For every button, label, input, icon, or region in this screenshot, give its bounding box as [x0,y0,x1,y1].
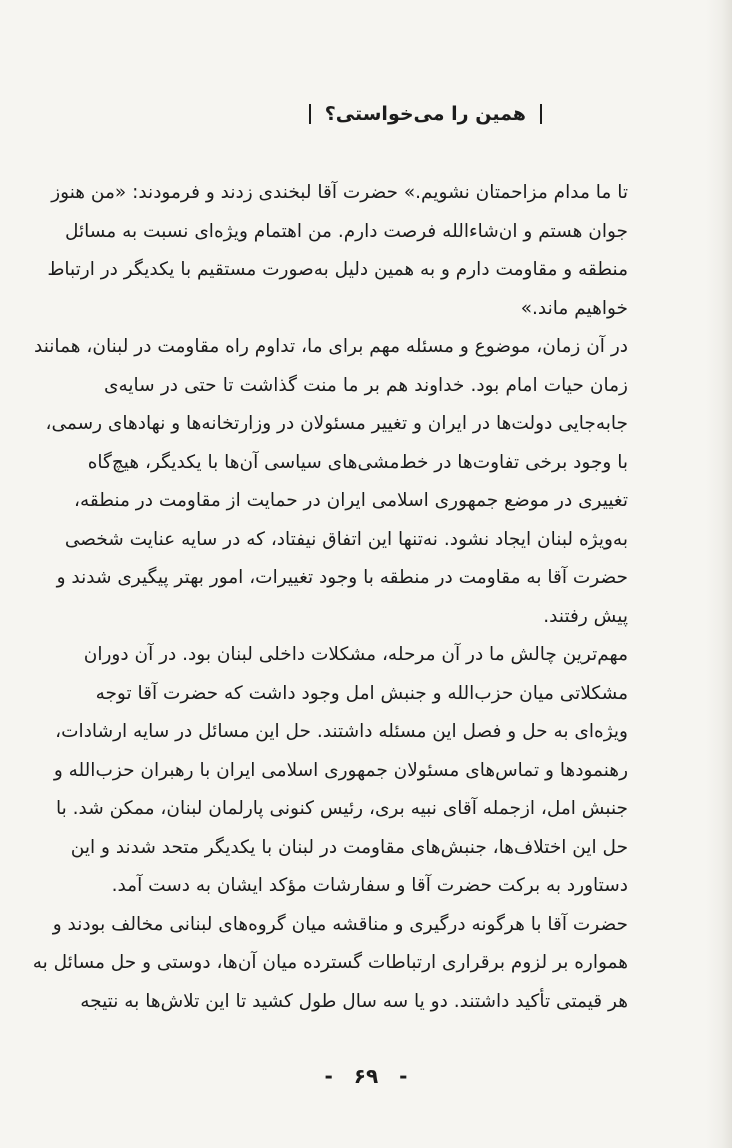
text-line: به‌ویژه لبنان ایجاد نشود. نه‌تنها این اتفاق نیفتاد، که در سایه عنایت شخصی [64,528,628,550]
text-line: حضرت آقا با هرگونه درگیری و مناقشه میان گروه‌های لبنانی مخالف بودند و [52,913,628,935]
text-line: در آن زمان، موضوع و مسئله مهم برای ما، تداوم راه مقاومت در لبنان، همانند [33,336,628,357]
text-line: جنبش امل، ازجمله آقای نبیه بری، رئیس کنونی پارلمان لبنان، ممکن شد. با [56,798,628,819]
text-line: خواهیم ماند.» [520,297,628,319]
text-line: مشکلاتی میان حزب‌الله و جنبش امل وجود داشت که حضرت آقا توجه [95,682,628,704]
text-line: مهم‌ترین چالش ما در آن مرحله، مشکلات داخلی لبنان بود. در آن دوران [83,644,628,665]
page-edge-shadow [706,0,732,1148]
text-line: رهنمودها و تماس‌های مسئولان جمهوری اسلامی ایران با رهبران حزب‌الله و [53,759,628,781]
page-number-dash-left: - [324,1064,333,1088]
page-number [0,1064,732,1088]
text-line: جوان هستم و ان‌شاءالله فرصت دارم. من اهتمام ویژه‌ای نسبت به مسائل [65,220,628,242]
text-line: منطقه و مقاومت دارم و به همین دلیل به‌صورت مستقیم با یکدیگر در ارتباط [47,259,628,280]
header-bar-right [540,104,542,124]
text-line: حل این اختلاف‌ها، جنبش‌های مقاومت در لبنان با یکدیگر متحد شدند و این [70,836,628,858]
page-number-value: ۶۹ [353,1064,379,1088]
body-text [32,174,628,1021]
text-line: جابه‌جایی دولت‌ها در ایران و تغییر مسئولان در وزارتخانه‌ها و نهادهای رسمی، [45,413,628,434]
text-line: پیش رفتند. [543,605,628,627]
text-line: زمان حیات امام بود. خداوند هم بر ما منت گذاشت تا حتی در سایه‌ی [104,374,628,396]
text-line: دستاورد به برکت حضرت آقا و سفارشات مؤکد ایشان به دست آمد. [111,875,628,896]
text-line: همواره بر لزوم برقراری ارتباطات گسترده میان آن‌ها، دوستی و حل مسائل به [32,952,628,973]
header-bar-left [309,104,311,124]
text-line: تغییری در موضع جمهوری اسلامی ایران در حمایت از مقاومت در منطقه، [74,490,628,511]
running-title: همین را می‌خواستی؟ [324,103,526,125]
running-head [309,103,542,125]
text-line: حضرت آقا به مقاومت در منطقه با وجود تغییرات، امور بهتر پیگیری شدند و [56,567,628,588]
text-line: ویژه‌ای به حل و فصل این مسئله داشتند. حل این مسائل در سایه ارشادات، [55,721,628,742]
text-line: هر قیمتی تأکید داشتند. دو یا سه سال طول کشید تا این تلاش‌ها به نتیجه [80,990,628,1012]
text-line: تا ما مدام مزاحمتان نشویم.» حضرت آقا لبخندی زدند و فرمودند: «من هنوز [51,182,628,203]
page-number-dash-right: - [399,1064,408,1088]
text-line: با وجود برخی تفاوت‌ها در خط‌مشی‌های سیاسی آن‌ها با یکدیگر، هیچ‌گاه [87,451,628,473]
